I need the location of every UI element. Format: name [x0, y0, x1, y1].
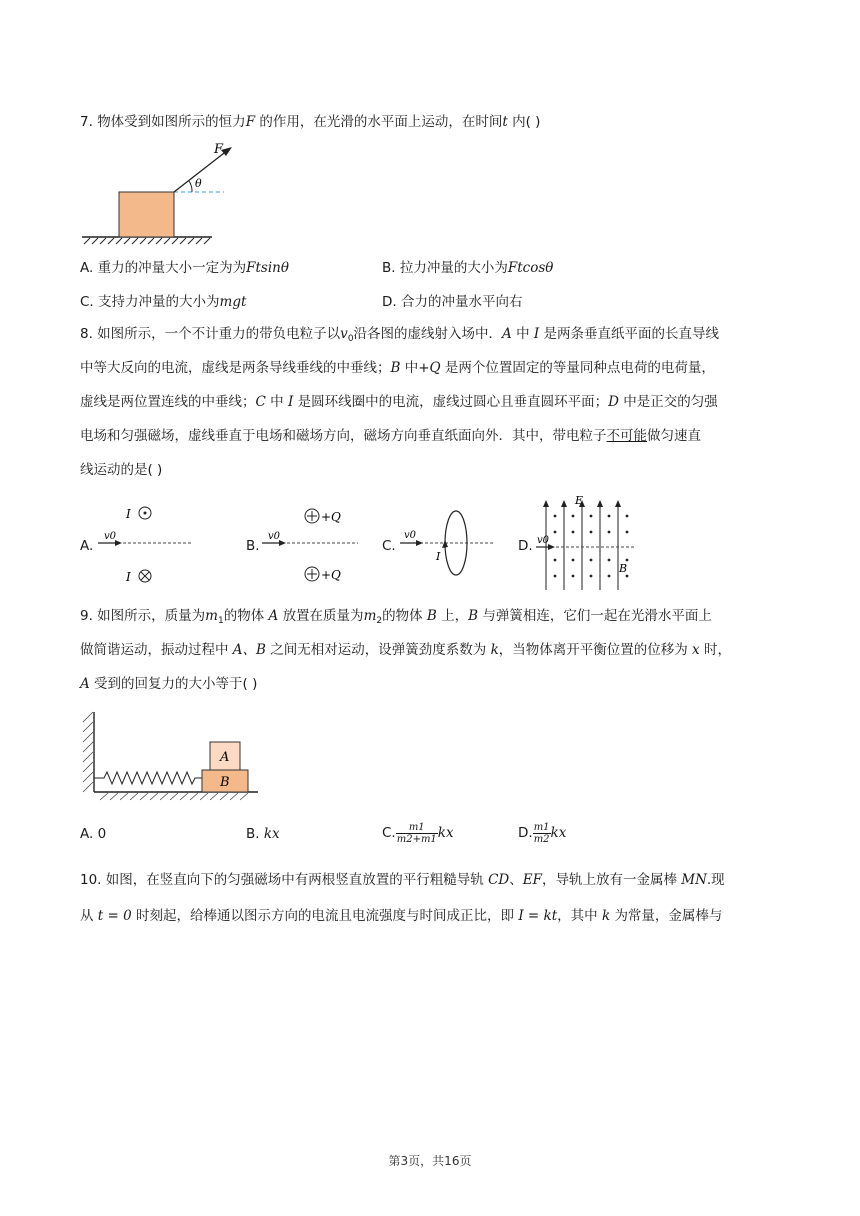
q8-figure-c	[396, 500, 496, 586]
q7-option-d[interactable]: D. 合力的冲量水平向右	[382, 294, 523, 310]
q7-stem: 7. 物体受到如图所示的恒力F 的作用，在光滑的水平面上运动，在时间t 内( )	[80, 114, 541, 130]
q8-figure-b	[260, 500, 360, 586]
q9-stem-line3: A 受到的回复力的大小等于( )	[80, 676, 258, 692]
q7-option-b[interactable]: B. 拉力冲量的大小为Ftcosθ	[382, 260, 554, 276]
q10-stem-line1: 10. 如图，在竖直向下的匀强磁场中有两根竖直放置的平行粗糙导轨 CD、EF，导轨上放有一金属棒 MN.现	[80, 872, 725, 888]
svg-text:v0: v0	[404, 530, 417, 541]
q7-option-c[interactable]: C. 支持力冲量的大小为mgt	[80, 294, 247, 310]
q9-stem-line1: 9. 如图所示，质量为$m_1$的物体 A 放置在质量为$m_2$的物体 B 上，B 与弹簧相连，它们一起在光滑水平面上	[80, 608, 712, 626]
svg-text:A: A	[220, 750, 230, 765]
svg-text:B: B	[220, 775, 230, 790]
angle-label-theta: θ	[195, 177, 202, 190]
q8-option-d[interactable]: D.	[518, 538, 533, 554]
spring	[94, 772, 202, 784]
q10-stem-line2: 从 t = 0 时刻起，给棒通以图示方向的电流且电流强度与时间成正比，即 I = kt，其中 k 为常量，金属棒与	[80, 908, 723, 924]
q7-figure-block-force	[78, 140, 248, 246]
svg-text:v0: v0	[268, 531, 281, 542]
current-label-top: I	[126, 507, 131, 521]
svg-text:v0: v0	[104, 531, 117, 542]
q8-option-a[interactable]: A.	[80, 538, 94, 554]
q8-option-b[interactable]: B.	[246, 538, 260, 554]
q8-option-c[interactable]: C.	[382, 538, 396, 554]
loop-current-label: I	[436, 550, 441, 563]
q9-option-c[interactable]: C. $\frac{m1}{m2+m1}$ kx	[382, 821, 454, 845]
q7-option-a[interactable]: A. 重力的冲量大小一定为为Ftsinθ	[80, 260, 289, 276]
current-label-bottom: I	[126, 570, 131, 584]
force-label-F: F	[214, 142, 224, 157]
page-footer: 第3页，共16页	[388, 1154, 472, 1168]
charge-label-bottom: +Q	[321, 568, 341, 582]
q9-stem-line2: 做简谐运动，振动过程中 A、B 之间无相对运动，设弹簧劲度系数为 k，当物体离开平衡位置的位移为 x 时，	[80, 642, 731, 658]
q8-stem-line5: 线运动的是( )	[80, 462, 163, 478]
svg-text:v0: v0	[537, 535, 550, 546]
charge-label-top: +Q	[321, 510, 341, 524]
q8-stem-line2: 中等大反向的电流，虚线是两条导线垂线的中垂线；B 中+Q 是两个位置固定的等量同种点电荷的电荷量，	[80, 360, 715, 376]
q8-figure-a	[94, 500, 194, 586]
q8-stem-line4: 电场和匀强磁场，虚线垂直于电场和磁场方向，磁场方向垂直纸面向外．其中，带电粒子不可能做匀速直	[80, 428, 701, 444]
q8-stem-line3: 虚线是两位置连线的中垂线；C 中 I 是圆环线圈中的电流，虚线过圆心且垂直圆环平面；D 中是正交的匀强	[80, 394, 718, 410]
field-label-E: E	[575, 494, 584, 507]
q9-figure-spring-blocks	[80, 708, 262, 804]
q9-option-d[interactable]: D. $\frac{m1}{m2}$ kx	[518, 821, 567, 845]
q9-option-b[interactable]: B. kx	[246, 826, 280, 842]
field-label-B: B	[619, 562, 628, 575]
q8-figure-d	[532, 494, 642, 594]
q9-option-a[interactable]: A. 0	[80, 826, 107, 842]
q8-stem-line1: 8. 如图所示，一个不计重力的带负电粒子以$v_0$沿各图的虚线射入场中．A 中 I 是两条垂直纸平面的长直导线	[80, 326, 720, 344]
